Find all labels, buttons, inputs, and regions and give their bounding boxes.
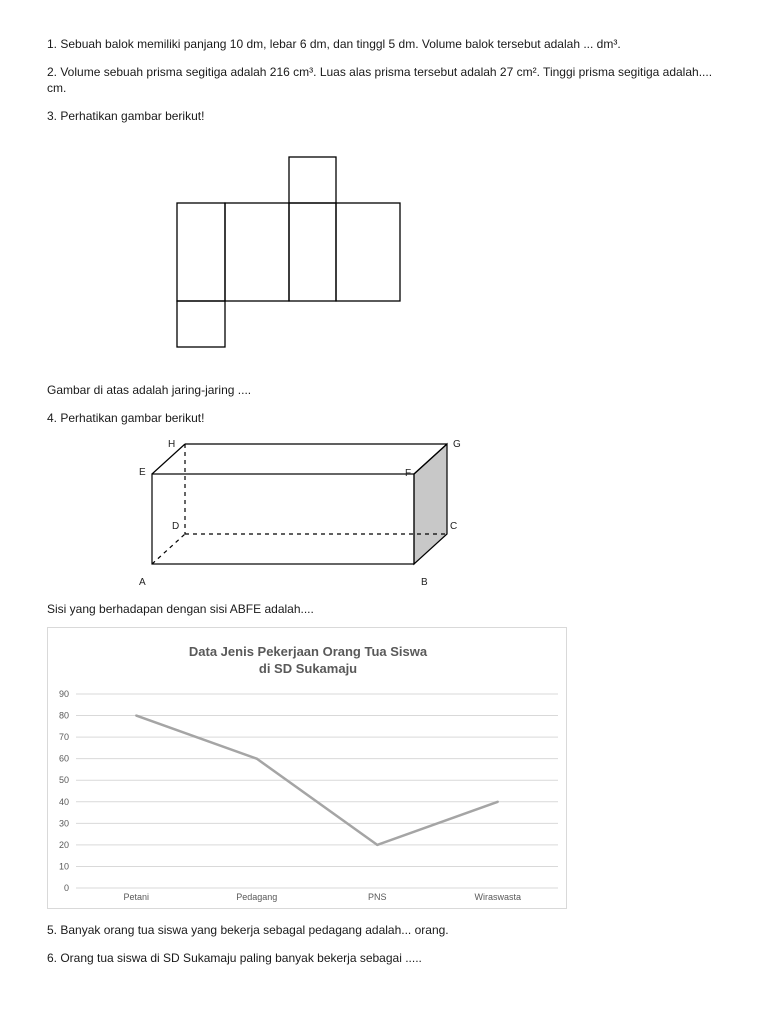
vertex-label-b: B [421,577,428,588]
y-tick-label: 90 [58,689,69,699]
vertex-label-f: F [405,468,412,479]
vertex-label-h: H [168,439,176,450]
vertex-label-e: E [139,467,146,478]
y-tick-label: 0 [63,883,69,893]
vertex-label-g: G [453,439,461,450]
line-chart [48,628,568,910]
chart-title-line1: Data Jenis Pekerjaan Orang Tua Siswa [188,644,428,659]
y-tick-label: 40 [58,796,69,807]
question-1: 1. Sebuah balok memiliki panjang 10 dm, lebar 6 dm, dan tinggl 5 dm. Volume balok tersebut adalah ... dm³. [47,37,621,51]
y-tick-label: 20 [58,839,69,850]
shaded-face-bcgf [414,444,447,564]
chart-frame [47,627,567,909]
vertex-label-d: D [172,521,180,532]
question-6: 6. Orang tua siswa di SD Sukamaju paling banyak bekerja sebagai ..... [47,951,422,965]
vertex-label-a: A [139,577,146,588]
question-3-followup: Gambar di atas adalah jaring-jaring .... [47,383,252,397]
question-4: 4. Perhatikan gambar berikut! [47,411,205,425]
question-2: 2. Volume sebuah prisma segitiga adalah 216 cm³. Luas alas prisma tersebut adalah 27 cm². Tinggi prisma segitiga adalah.... cm. [47,65,713,95]
y-tick-label: 10 [58,861,69,872]
x-tick-label: Pedagang [236,892,278,902]
chart-title-line2: di SD Sukamaju [258,661,358,676]
x-tick-label: Petani [123,892,150,902]
question-4-followup: Sisi yang berhadapan dengan sisi ABFE adalah.... [47,602,314,616]
x-tick-label: Wiraswasta [474,892,522,902]
face-abfe [152,474,414,564]
y-tick-label: 50 [58,775,69,786]
y-tick-label: 70 [58,732,69,743]
vertex-label-c: C [450,521,458,532]
edge-ad [152,534,185,564]
data-point [135,714,137,716]
y-tick-label: 80 [58,710,69,721]
question-5: 5. Banyak orang tua siswa yang bekerja sebagal pedagang adalah... orang. [47,923,449,937]
data-point [497,801,499,803]
y-tick-label: 60 [58,753,69,764]
y-tick-label: 30 [58,818,69,829]
data-point [256,757,258,759]
question-3: 3. Perhatikan gambar berikut! [47,109,205,123]
x-tick-label: PNS [367,892,387,902]
data-point [376,844,378,846]
